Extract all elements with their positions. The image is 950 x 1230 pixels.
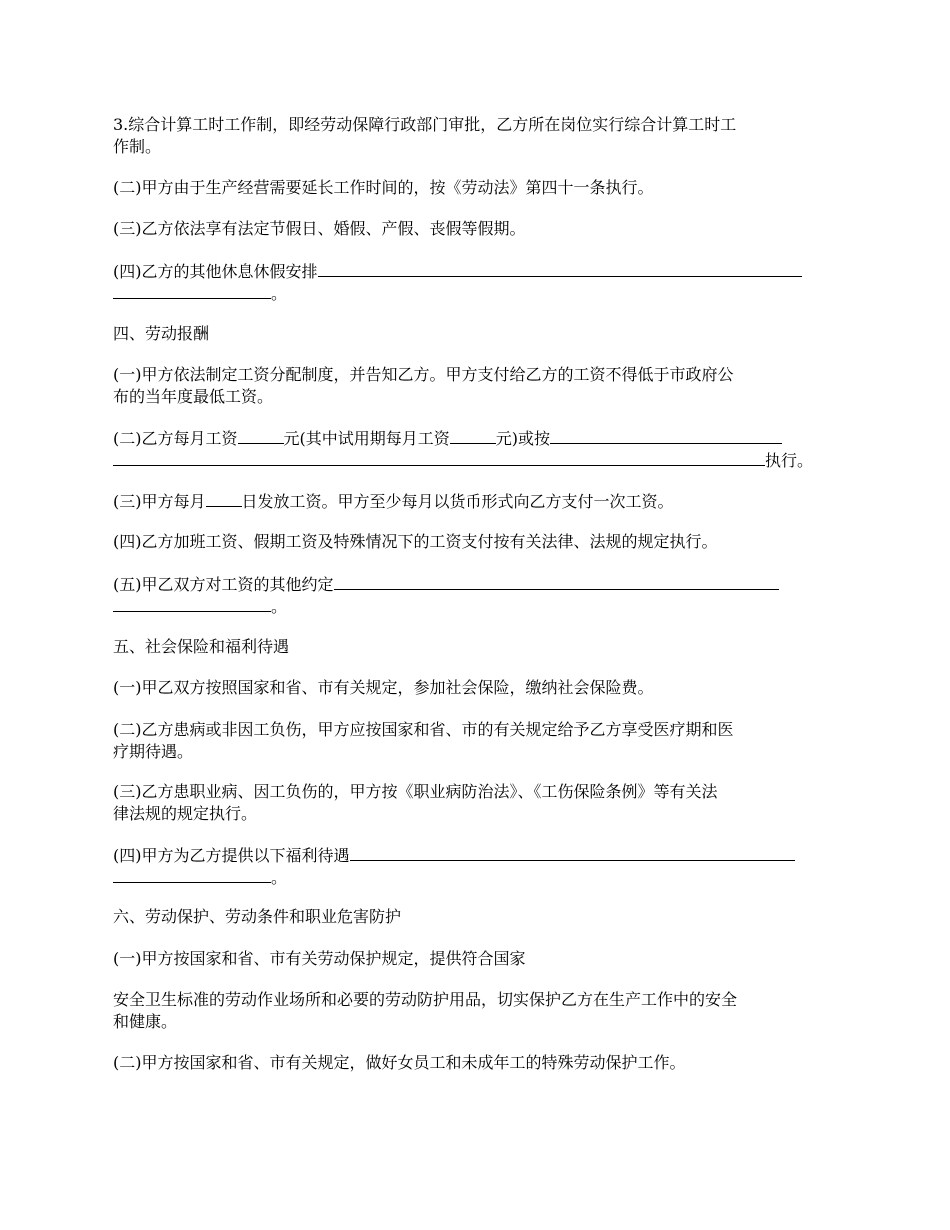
- fill-in-blank[interactable]: [550, 427, 782, 444]
- paragraph-other-wage-terms: [113, 573, 838, 617]
- text-segment: (三)甲方每月: [113, 492, 206, 511]
- text-segment: (五)甲乙双方对工资的其他约定: [113, 575, 334, 594]
- text-line: 布的当年度最低工资。: [113, 387, 274, 406]
- fill-in-blank[interactable]: [113, 595, 271, 612]
- paragraph-overtime: [113, 177, 838, 199]
- monthly-wage-blank[interactable]: [238, 427, 284, 444]
- paragraph-overtime-pay: [113, 531, 838, 553]
- text-line: 作制。: [113, 137, 162, 156]
- text-line: (二)乙方患病或非因工负伤，甲方应按国家和省、市的有关规定给予乙方享受医疗期和医: [113, 720, 734, 739]
- text-segment: 元)或按: [495, 429, 550, 448]
- text-segment: 执行。: [765, 451, 814, 470]
- paragraph-wage-system: [113, 364, 838, 408]
- paragraph-medical-period: [113, 719, 838, 763]
- text-line: (一)甲方依法制定工资分配制度，并告知乙方。甲方支付给乙方的工资不得低于市政府公: [113, 365, 734, 384]
- text-line: (一)甲方按国家和省、市有关劳动保护规定，提供符合国家: [113, 949, 526, 968]
- text-line: (四)乙方加班工资、假期工资及特殊情况下的工资支付按有关法律、法规的规定执行。: [113, 532, 718, 551]
- text-segment: (四)乙方的其他休息休假安排: [113, 262, 318, 281]
- text-line: (三)乙方患职业病、因工负伤的，甲方按《职业病防治法》、《工伤保险条例》等有关法: [113, 782, 718, 801]
- paragraph-pay-day: [113, 490, 838, 512]
- paragraph-social-insurance: [113, 677, 838, 699]
- text-segment: (四)甲方为乙方提供以下福利待遇: [113, 846, 350, 865]
- section-heading-remuneration: [113, 323, 838, 345]
- text-line: 疗期待遇。: [113, 742, 194, 761]
- text-line: 律法规的规定执行。: [113, 804, 258, 823]
- fill-in-blank[interactable]: [318, 260, 802, 277]
- heading-text: 五、社会保险和福利待遇: [113, 637, 290, 656]
- text-line: (一)甲乙双方按照国家和省、市有关规定，参加社会保险，缴纳社会保险费。: [113, 678, 654, 697]
- section-heading-social-insurance: [113, 636, 838, 658]
- text-segment: 。: [271, 868, 288, 887]
- paragraph-labor-protection: [113, 948, 838, 970]
- text-segment: (二)乙方每月工资: [113, 429, 238, 448]
- heading-text: 六、劳动保护、劳动条件和职业危害防护: [113, 907, 402, 926]
- paragraph-occupational-disease: [113, 781, 838, 825]
- fill-in-blank[interactable]: [113, 449, 765, 466]
- fill-in-blank[interactable]: [350, 844, 795, 861]
- text-line: 3.综合计算工时工作制，即经劳动保障行政部门审批，乙方所在岗位实行综合计算工时工: [113, 115, 737, 134]
- paragraph-holidays: [113, 218, 838, 240]
- fill-in-blank[interactable]: [113, 282, 271, 299]
- text-line: 安全卫生标准的劳动作业场所和必要的劳动防护用品，切实保护乙方在生产工作中的安全: [113, 990, 738, 1009]
- fill-in-blank[interactable]: [334, 573, 779, 590]
- paragraph-monthly-wage: [113, 427, 838, 471]
- probation-wage-blank[interactable]: [450, 427, 496, 444]
- paragraph-comprehensive-hours: [113, 114, 838, 158]
- paragraph-special-protection: [113, 1052, 838, 1074]
- paragraph-safety-standards: [113, 989, 838, 1033]
- fill-in-blank[interactable]: [113, 866, 271, 883]
- text-line: (二)甲方按国家和省、市有关规定，做好女员工和未成年工的特殊劳动保护工作。: [113, 1053, 686, 1072]
- section-heading-labor-protection: [113, 906, 838, 928]
- text-line: 和健康。: [113, 1012, 178, 1031]
- text-segment: 。: [271, 284, 288, 303]
- paragraph-welfare: [113, 844, 838, 888]
- text-segment: 元(其中试用期每月工资: [283, 429, 450, 448]
- heading-text: 四、劳动报酬: [113, 324, 210, 343]
- paragraph-other-leave: [113, 260, 838, 304]
- text-segment: 。: [271, 597, 288, 616]
- text-line: (三)乙方依法享有法定节假日、婚假、产假、丧假等假期。: [113, 219, 526, 238]
- pay-day-blank[interactable]: [206, 490, 242, 507]
- text-line: (二)甲方由于生产经营需要延长工作时间的，按《劳动法》第四十一条执行。: [113, 178, 654, 197]
- text-segment: 日发放工资。甲方至少每月以货币形式向乙方支付一次工资。: [241, 492, 674, 511]
